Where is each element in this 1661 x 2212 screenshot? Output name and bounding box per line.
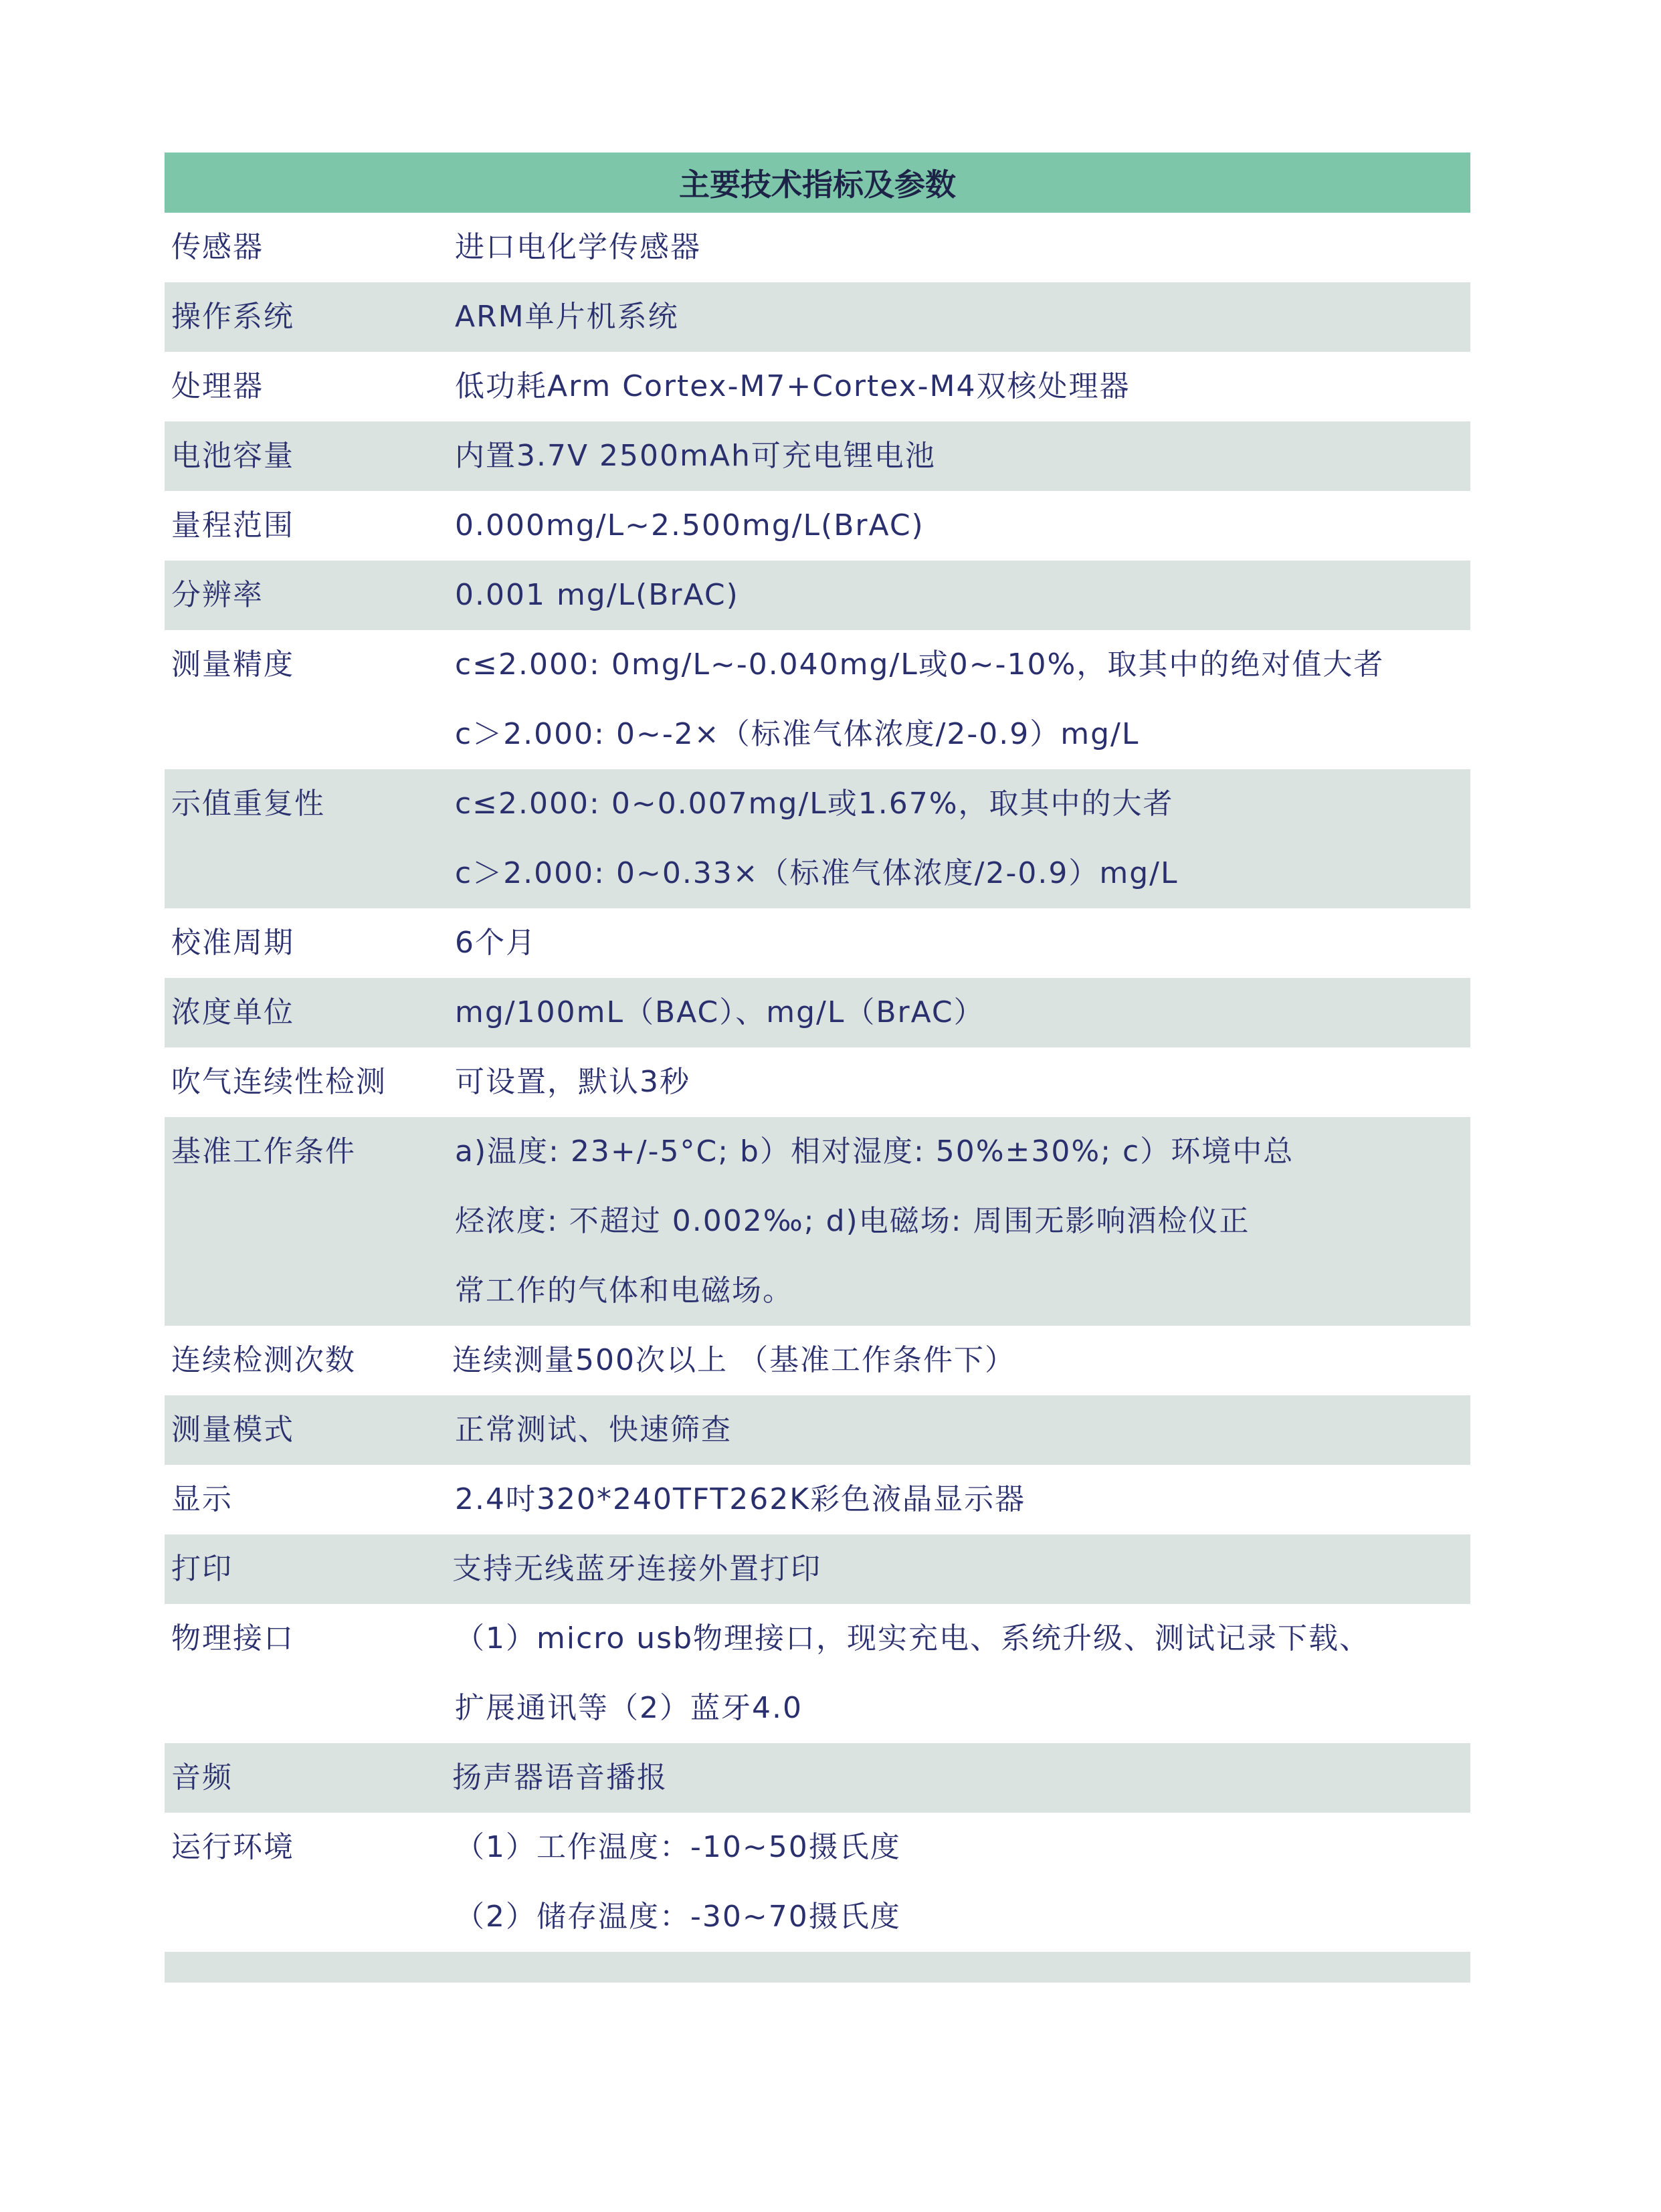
table-row: [165, 213, 1470, 282]
row-value: （2）储存温度：-30~70摄氏度: [455, 1900, 901, 1934]
table-row: [165, 978, 1470, 1047]
row-label: 显示: [171, 1482, 233, 1516]
row-label: 量程范围: [171, 508, 294, 542]
table-row: [165, 352, 1470, 421]
row-label: 传感器: [171, 230, 264, 264]
spec-table: [165, 153, 1470, 1983]
row-label: 测量精度: [171, 647, 294, 682]
row-label: 电池容量: [171, 439, 294, 473]
row-label: 基准工作条件: [171, 1134, 356, 1169]
table-row: [165, 282, 1470, 352]
table-row: [165, 421, 1470, 491]
row-label: 操作系统: [171, 300, 294, 334]
row-value: 低功耗Arm Cortex-M7+Cortex-M4双核处理器: [455, 369, 1131, 403]
row-label: 物理接口: [171, 1621, 294, 1655]
table-row: [165, 1465, 1470, 1534]
row-value: c≤2.000: 0~0.007mg/L或1.67%，取其中的大者: [455, 787, 1174, 821]
table-row: [165, 769, 1470, 908]
row-label: 打印: [171, 1552, 233, 1586]
row-label: 示值重复性: [171, 787, 325, 821]
row-value: c≤2.000: 0mg/L~-0.040mg/L或0~-10%，取其中的绝对值大者: [455, 647, 1385, 682]
row-value: c＞2.000: 0~0.33×（标准气体浓度/2-0.9）mg/L: [455, 856, 1179, 890]
table-row: [165, 1743, 1470, 1813]
row-value: 进口电化学传感器: [455, 230, 701, 264]
row-value: 2.4吋320*240TFT262K彩色液晶显示器: [455, 1482, 1026, 1516]
table-row: [165, 1395, 1470, 1465]
table-row: [165, 1604, 1470, 1743]
table-row: [165, 491, 1470, 561]
row-label: 处理器: [171, 369, 264, 403]
table-row: [165, 630, 1470, 769]
table-row: [165, 1326, 1470, 1395]
row-value: 6个月: [455, 926, 536, 960]
row-label: 连续检测次数: [171, 1343, 356, 1377]
row-value: 可设置，默认3秒: [455, 1065, 690, 1099]
row-label: 音频: [171, 1761, 233, 1795]
row-value: 0.000mg/L~2.500mg/L(BrAC): [455, 508, 924, 542]
row-value: 扩展通讯等（2）蓝牙4.0: [455, 1691, 803, 1725]
table-footer-bar: [165, 1952, 1470, 1983]
row-value: 支持无线蓝牙连接外置打印: [452, 1552, 821, 1586]
row-value: ARM单片机系统: [455, 300, 679, 334]
table-row: [165, 1534, 1470, 1604]
table-row: [165, 1117, 1470, 1326]
row-value: （1）micro usb物理接口，现实充电、系统升级、测试记录下载、: [455, 1621, 1371, 1655]
row-value: 烃浓度: 不超过 0.002‰; d)电磁场: 周围无影响酒检仪正: [455, 1204, 1250, 1238]
row-value: 常工作的气体和电磁场。: [455, 1274, 793, 1308]
row-value: 正常测试、快速筛查: [455, 1413, 732, 1447]
row-value: 扬声器语音播报: [452, 1761, 668, 1795]
table-row: [165, 1813, 1470, 1952]
table-title: 主要技术指标及参数: [165, 153, 1470, 213]
row-label: 校准周期: [171, 926, 294, 960]
row-label: 分辨率: [171, 578, 264, 612]
table-row: [165, 561, 1470, 630]
row-label: 吹气连续性检测: [171, 1065, 387, 1099]
row-value: c＞2.000: 0~-2×（标准气体浓度/2-0.9）mg/L: [455, 717, 1140, 751]
row-label: 测量模式: [171, 1413, 294, 1447]
row-value: mg/100mL（BAC）、mg/L（BrAC）: [455, 995, 985, 1029]
table-row: [165, 908, 1470, 978]
row-label: 浓度单位: [171, 995, 294, 1029]
row-label: 运行环境: [171, 1830, 294, 1864]
row-value: 内置3.7V 2500mAh可充电锂电池: [455, 439, 936, 473]
row-value: 0.001 mg/L(BrAC): [455, 578, 739, 612]
row-value: a)温度: 23+/-5°C; b）相对湿度: 50%±30%; c）环境中总: [455, 1134, 1294, 1169]
table-row: [165, 1047, 1470, 1117]
row-value: 连续测量500次以上 （基准工作条件下）: [452, 1343, 1015, 1377]
row-value: （1）工作温度：-10~50摄氏度: [455, 1830, 901, 1864]
